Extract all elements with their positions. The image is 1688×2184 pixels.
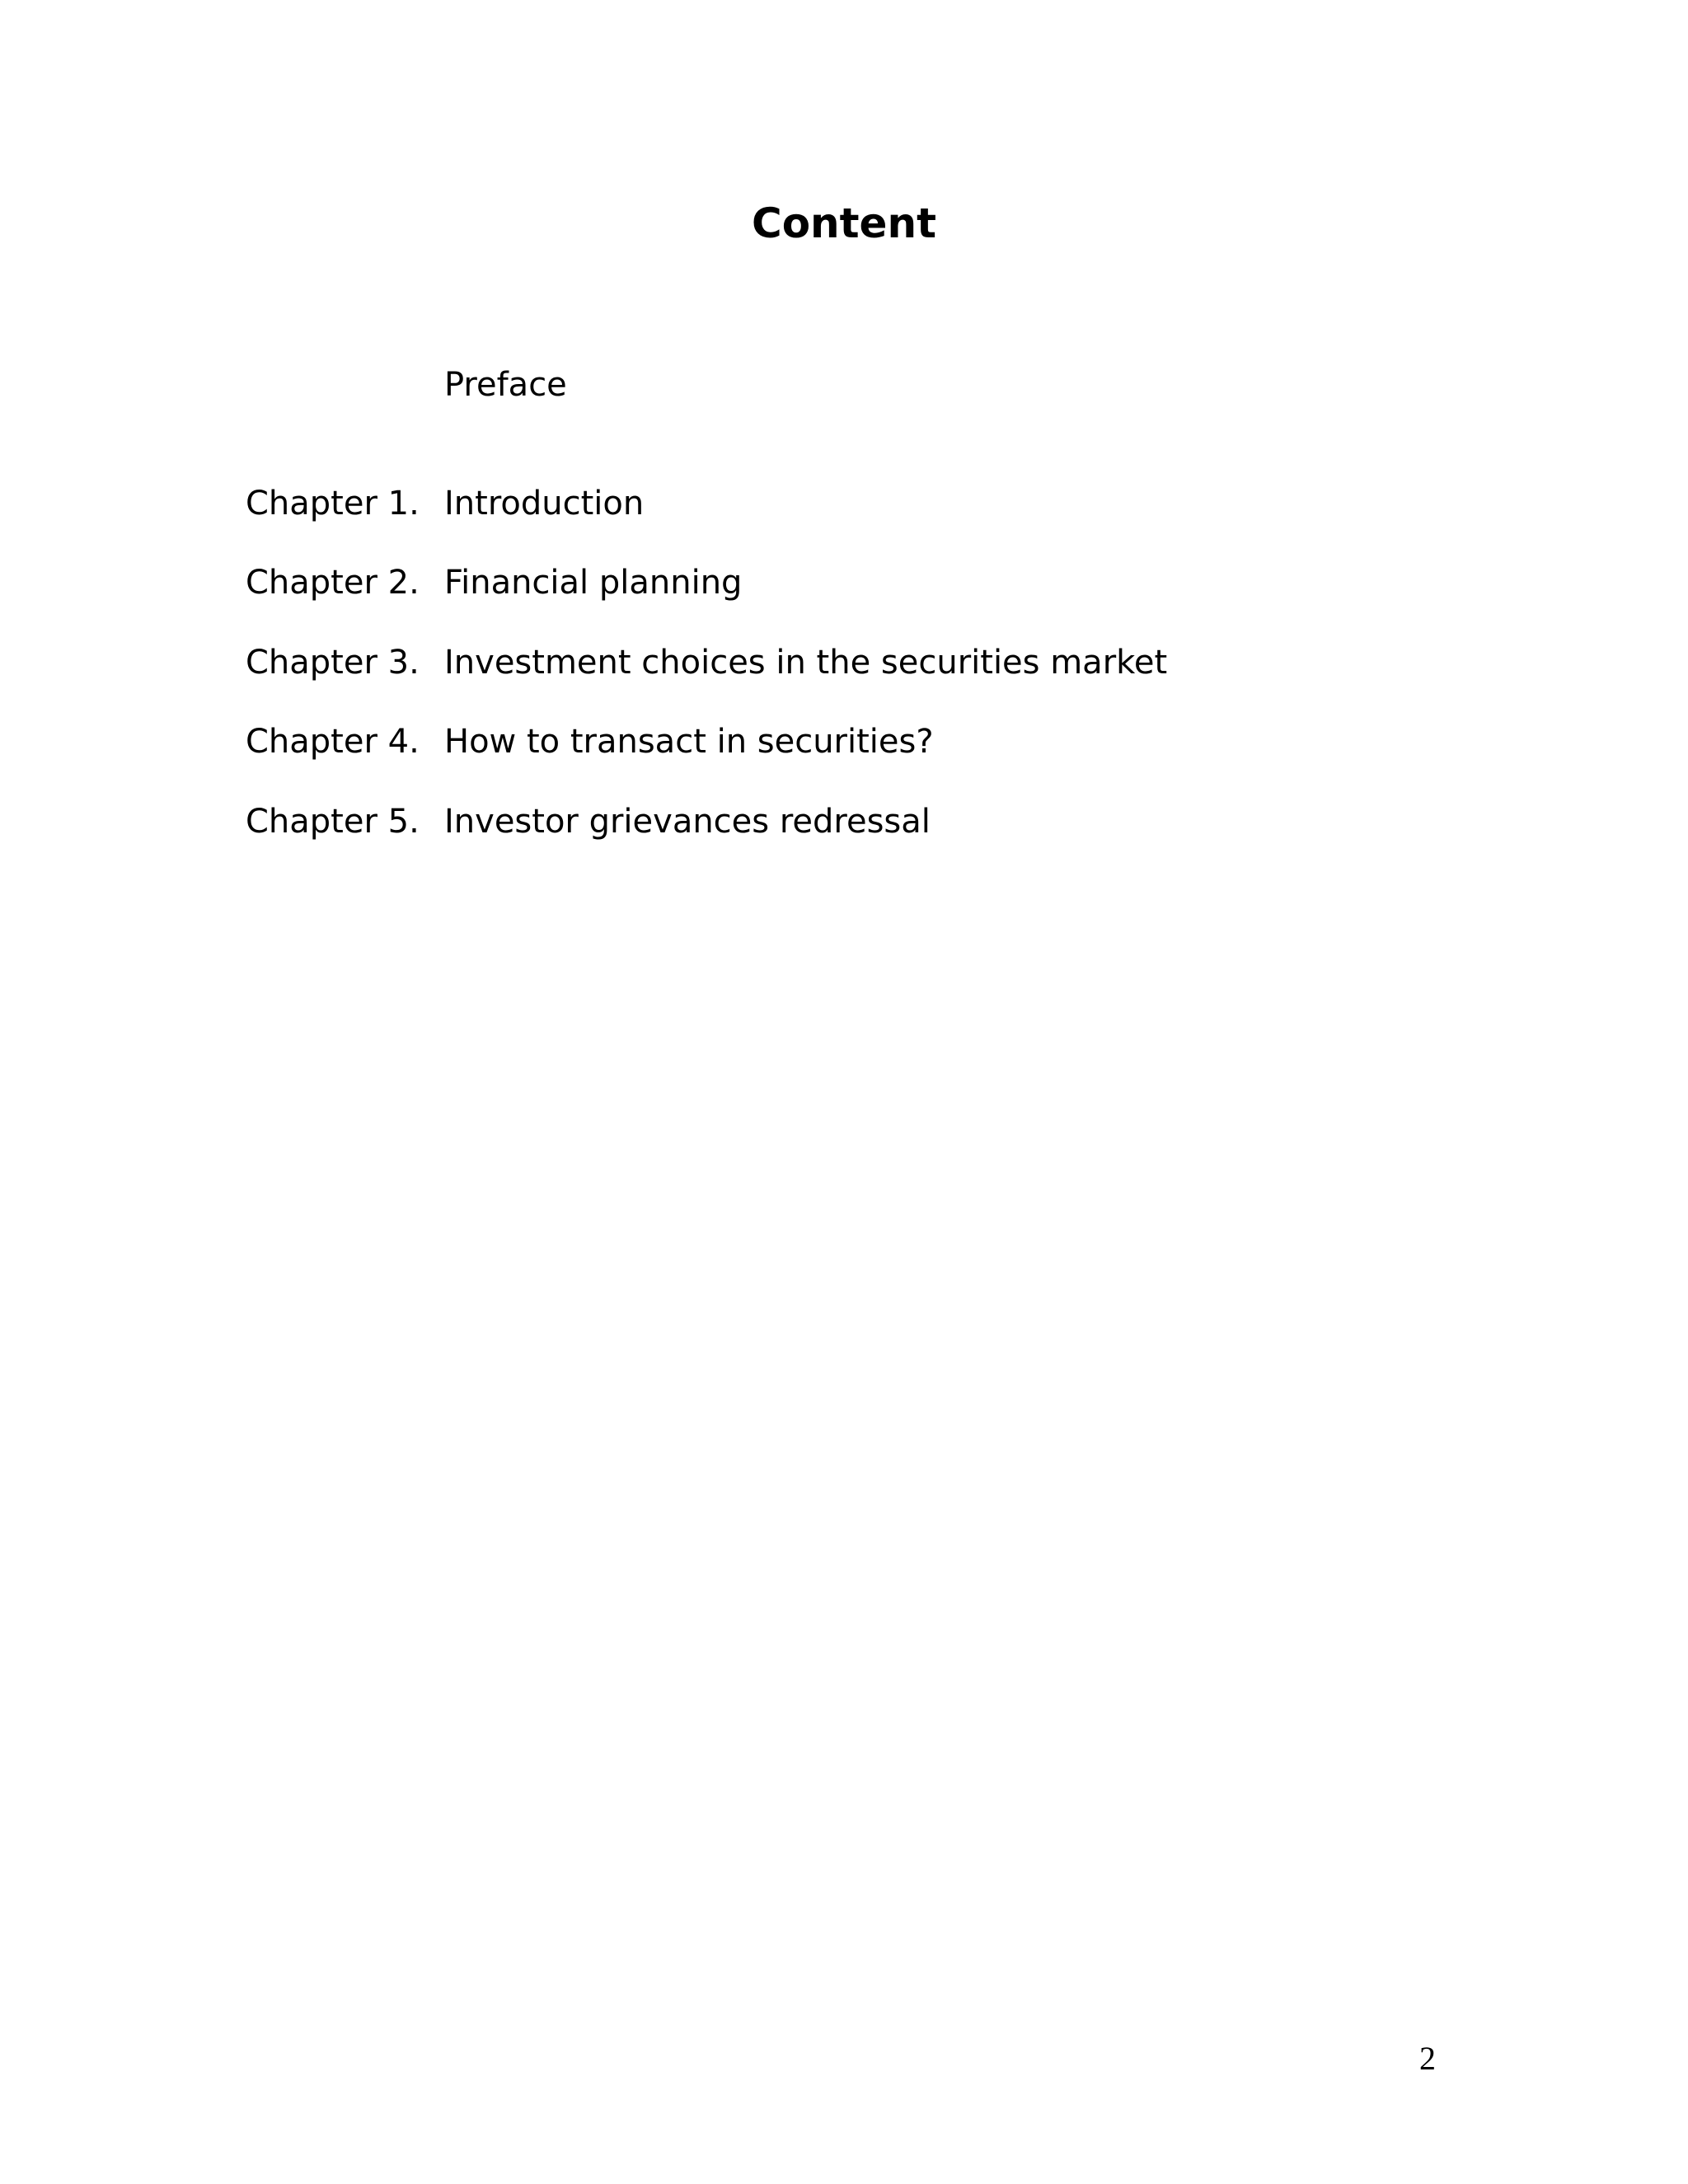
toc-entry-label: Chapter 4. bbox=[246, 723, 420, 761]
toc-entry-chapter-4 bbox=[0, 717, 1688, 766]
toc-entry-chapter-3 bbox=[0, 638, 1688, 687]
page-number: 2 bbox=[1419, 2040, 1436, 2077]
toc-entry-chapter-5 bbox=[0, 797, 1688, 846]
page-title: Content bbox=[752, 199, 936, 247]
toc-entry-label: Chapter 5. bbox=[246, 803, 420, 841]
toc-entry-label: Chapter 1. bbox=[246, 485, 420, 523]
toc-entry-title: Investment choices in the securities market bbox=[444, 644, 1168, 682]
toc-entry-title: How to transact in securities? bbox=[444, 723, 934, 761]
toc-entry-chapter-1 bbox=[0, 479, 1688, 528]
toc-entry-title: Financial planning bbox=[444, 564, 743, 602]
toc-entry-label: Chapter 2. bbox=[246, 564, 420, 602]
toc-entry-title: Introduction bbox=[444, 485, 645, 523]
toc-entry-preface bbox=[0, 360, 1688, 410]
toc-entry-title: Preface bbox=[444, 366, 567, 404]
toc-entry-title: Investor grievances redressal bbox=[444, 803, 931, 841]
toc-entry-chapter-2 bbox=[0, 558, 1688, 607]
toc-entry-label: Chapter 3. bbox=[246, 644, 420, 682]
